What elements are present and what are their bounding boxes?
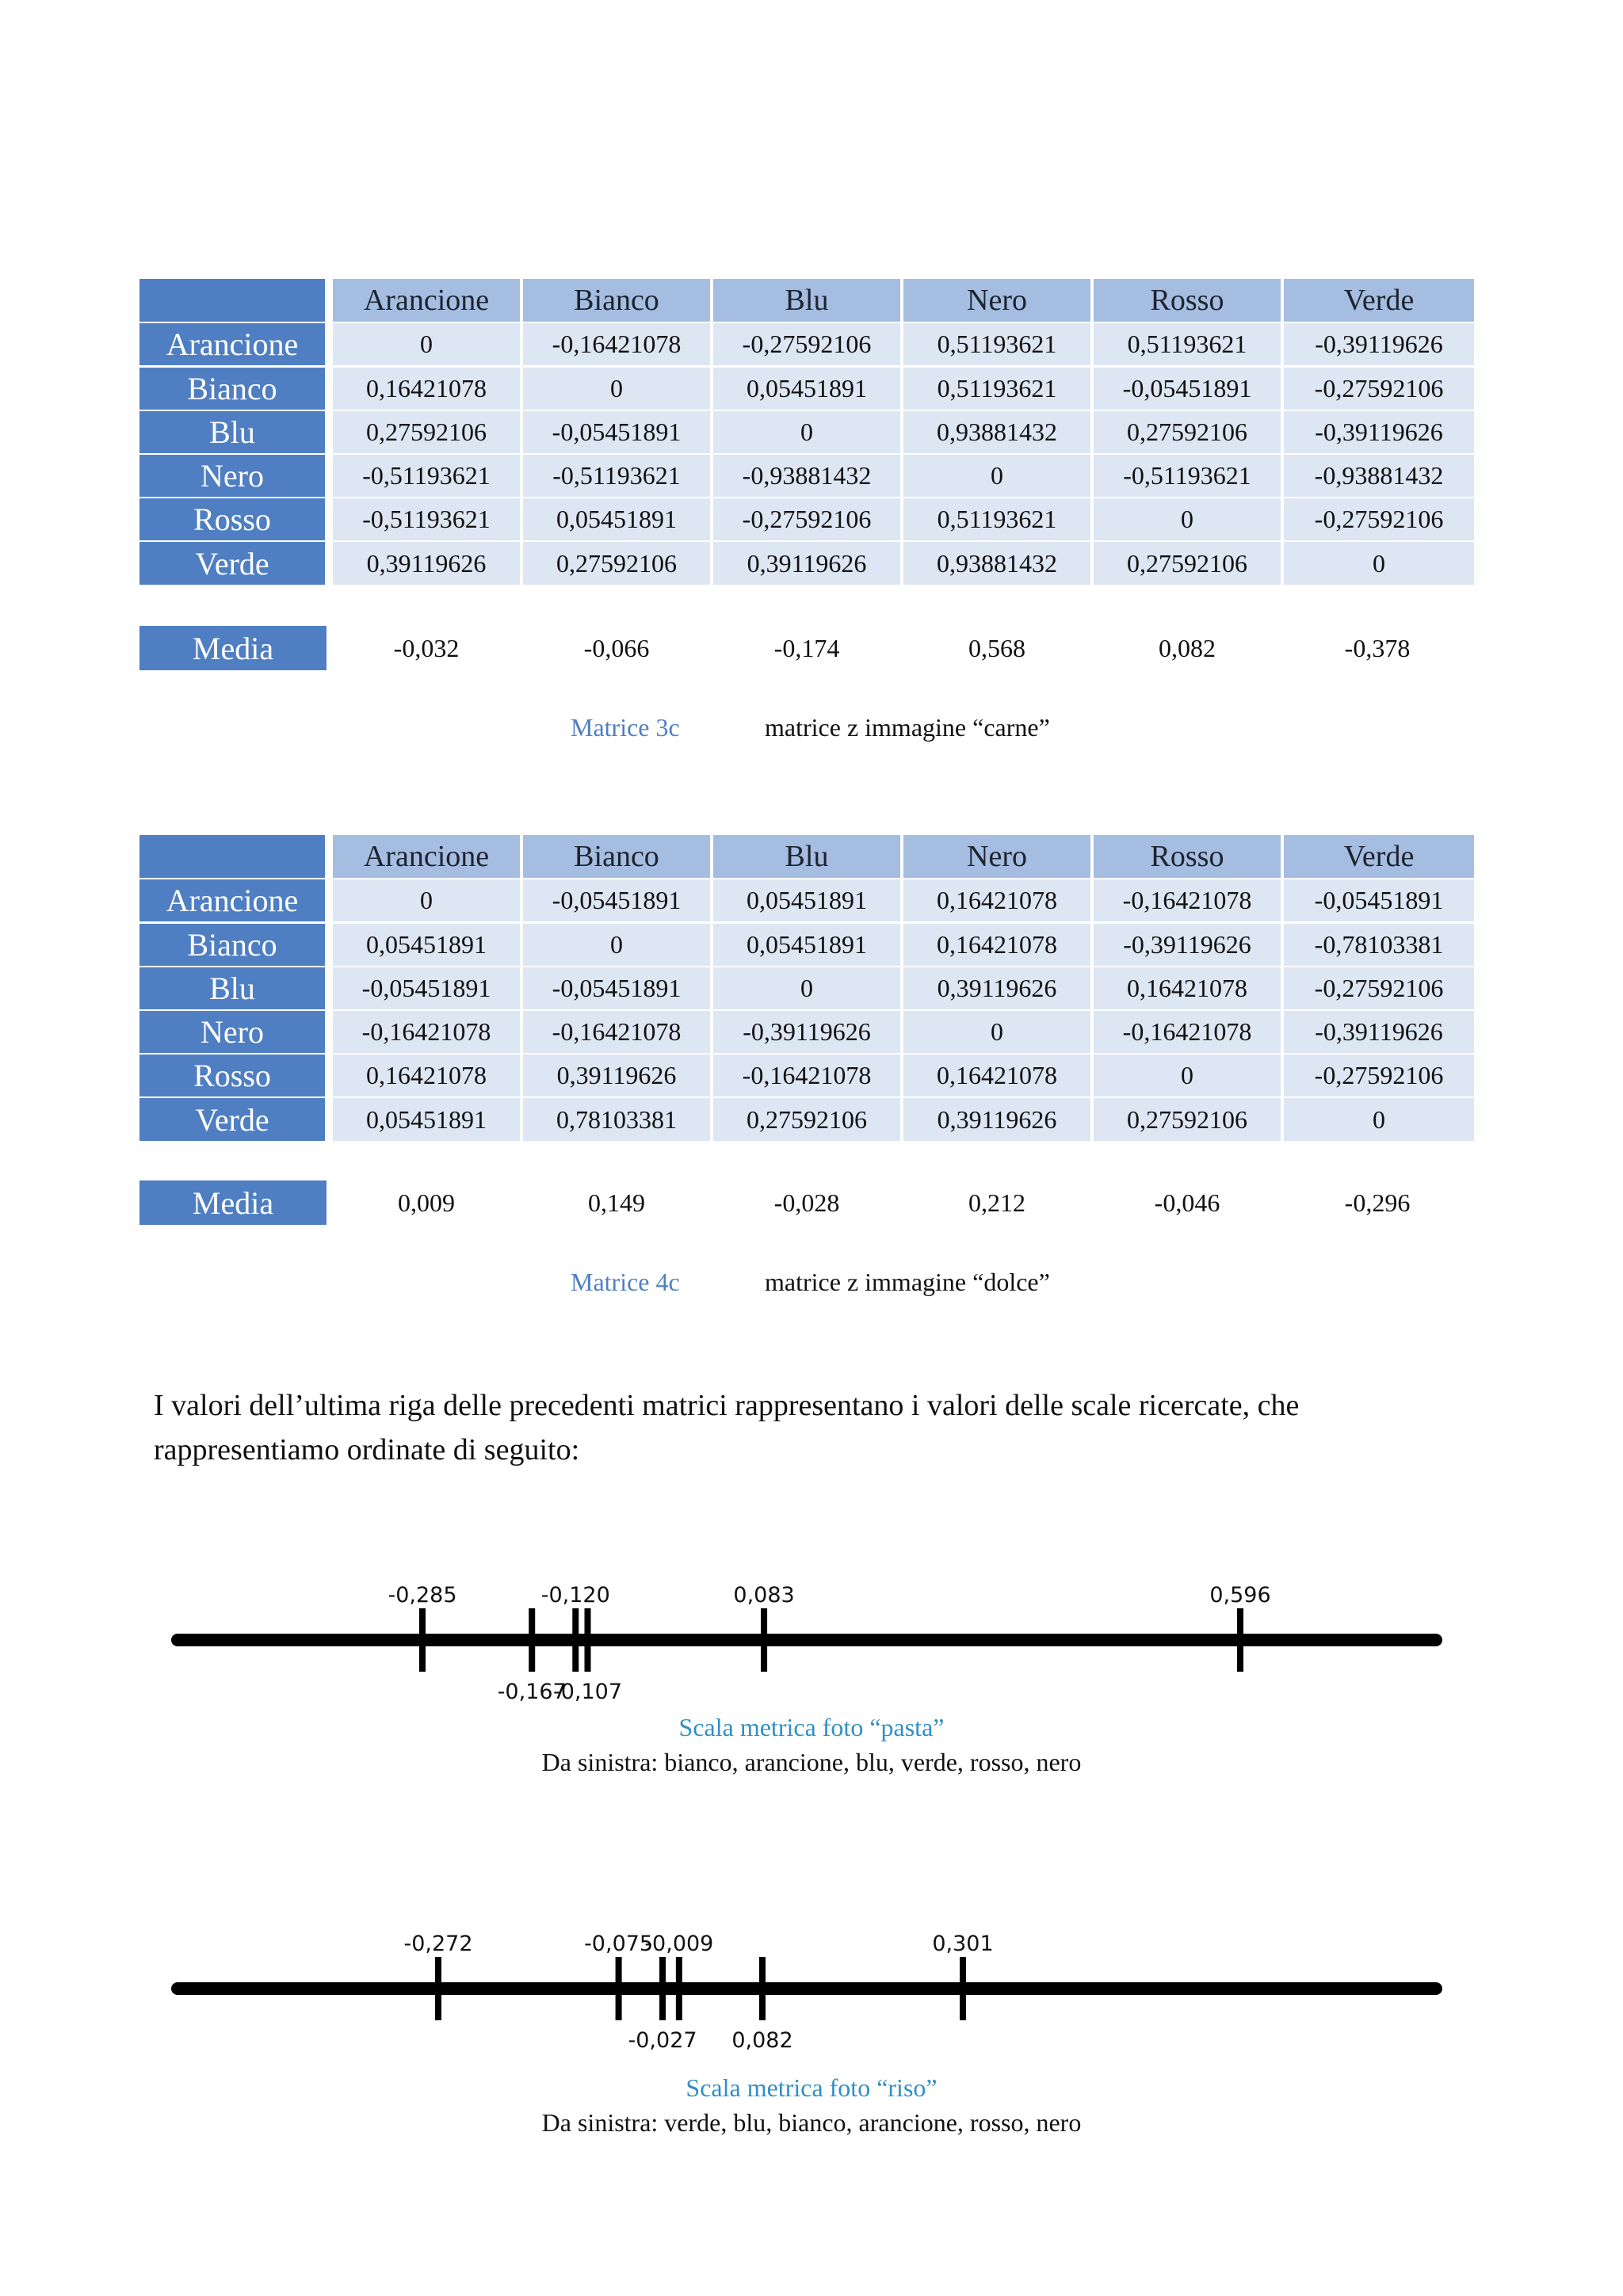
row-header: Nero [139,1011,325,1053]
media-value: 0,082 [1159,633,1216,662]
table-cell: -0,51193621 [333,455,520,497]
table-cell: 0,05451891 [523,498,710,540]
table-cell: -0,39119626 [1284,323,1474,365]
table-cell: 0,16421078 [1094,967,1281,1009]
body-paragraph: I valori dell’ultima riga delle precedenti matrici rappresentano i valori delle scale ricercate, che rappresentiamo ordinate di seguito: [154,1389,1300,1466]
media-label: Media [139,626,327,670]
table-cell: -0,27592106 [1284,1055,1474,1097]
table-cell: -0,05451891 [523,879,710,921]
table-cell: 0,51193621 [903,498,1090,540]
table-cell: -0,51193621 [523,455,710,497]
table-cell: -0,78103381 [1284,924,1474,966]
scale-tick-label: -0,009 [644,1932,714,1956]
table-cell: -0,16421078 [523,323,710,365]
scale-tick-label: -0,107 [552,1680,623,1704]
table-cell: -0,39119626 [1284,411,1474,453]
table-cell: 0,16421078 [333,368,520,410]
column-header: Verde [1284,835,1474,878]
table-cell: -0,16421078 [1094,1011,1281,1053]
metric-scale [0,1569,1623,1711]
row-header: Arancione [139,323,325,365]
table-cell: -0,51193621 [1094,455,1281,497]
scale-tick-label: -0,167 [497,1680,567,1704]
scale-subtitle: Da sinistra: bianco, arancione, blu, verde, rosso, nero [541,1748,1082,1776]
metric-scale [0,1917,1623,2060]
table-cell: 0,51193621 [903,368,1090,410]
table-cell: 0,05451891 [333,924,520,966]
column-header: Nero [903,835,1090,878]
table-cell: -0,16421078 [523,1011,710,1053]
table-cell: -0,05451891 [333,967,520,1009]
column-header: Rosso [1094,279,1281,322]
media-value: 0,212 [968,1188,1025,1217]
table-cell: 0,51193621 [1094,323,1281,365]
table-cell: 0 [1094,498,1281,540]
table-cell: 0,39119626 [903,967,1090,1009]
column-header: Arancione [333,279,520,322]
table-cell: 0,27592106 [1094,1098,1281,1141]
row-header: Verde [139,1098,325,1141]
scale-tick-label: -0,027 [628,2028,697,2053]
table-cell: -0,27592106 [1284,498,1474,540]
scale-tick-label: -0,272 [403,1932,473,1956]
scale-tick-label: -0,120 [540,1583,610,1608]
media-value: 0,149 [588,1188,645,1217]
table-cell: -0,27592106 [1284,368,1474,410]
table-cell: 0 [523,924,710,966]
table-cell: 0,05451891 [713,368,900,410]
media-value: -0,174 [773,633,840,662]
matrix-table [139,835,1474,1141]
table-cell: -0,16421078 [333,1011,520,1053]
table-cell: 0,39119626 [523,1055,710,1097]
table-cell: 0,93881432 [903,411,1090,453]
table-cell: -0,39119626 [1284,1011,1474,1053]
table-cell: 0 [1284,1098,1474,1141]
media-value: -0,378 [1344,633,1411,662]
media-value: -0,028 [773,1188,840,1217]
table-cell: 0 [903,455,1090,497]
media-label: Media [139,1180,327,1225]
table-cell: 0 [333,879,520,921]
table-cell: 0,16421078 [333,1055,520,1097]
table-cell: 0,27592106 [1094,542,1281,585]
table-cell: -0,39119626 [1094,924,1281,966]
table-cell: -0,93881432 [713,455,900,497]
column-header: Bianco [523,835,710,878]
table-cell: -0,93881432 [1284,455,1474,497]
column-header: Arancione [333,835,520,878]
row-header: Blu [139,967,325,1009]
row-header: Blu [139,411,325,453]
matrix-caption-name: Matrice 4c [571,1268,680,1296]
row-header: Bianco [139,924,325,966]
row-header: Rosso [139,1055,325,1097]
table-cell: 0 [523,368,710,410]
media-value: 0,009 [398,1188,455,1217]
row-header: Bianco [139,368,325,410]
column-header: Blu [713,835,900,878]
row-header: Rosso [139,498,325,540]
table-cell: 0,05451891 [333,1098,520,1141]
table-cell: 0 [713,411,900,453]
table-cell: -0,27592106 [713,323,900,365]
table-cell: 0,27592106 [523,542,710,585]
table-cell: 0,27592106 [1094,411,1281,453]
media-value: -0,046 [1154,1188,1220,1217]
media-value: -0,296 [1344,1188,1411,1217]
column-header: Rosso [1094,835,1281,878]
scale-tick-label: 0,083 [733,1583,795,1608]
table-cell: -0,39119626 [713,1011,900,1053]
matrix-caption-desc: matrice z immagine “carne” [765,713,1050,742]
scale-tick-label: 0,082 [731,2028,793,2053]
table-cell: -0,05451891 [523,967,710,1009]
row-header: Verde [139,542,325,585]
column-header: Verde [1284,279,1474,322]
column-header: Blu [713,279,900,322]
table-cell: 0,05451891 [713,924,900,966]
table-cell: 0,39119626 [713,542,900,585]
table-cell: -0,16421078 [713,1055,900,1097]
scale-tick-label: -0,075 [584,1932,654,1956]
column-header: Bianco [523,279,710,322]
scale-title: Scala metrica foto “riso” [685,2073,938,2102]
table-cell: 0,93881432 [903,542,1090,585]
scale-subtitle: Da sinistra: verde, blu, bianco, arancione, rosso, nero [541,2108,1082,2137]
table-cell: 0,05451891 [713,879,900,921]
column-header: Nero [903,279,1090,322]
scale-tick-label: 0,596 [1209,1583,1271,1608]
table-cell: 0,39119626 [333,542,520,585]
table-cell: 0 [1094,1055,1281,1097]
table-cell: -0,27592106 [1284,967,1474,1009]
media-value: 0,568 [968,633,1025,662]
matrix-caption-desc: matrice z immagine “dolce” [765,1268,1050,1296]
row-header: Arancione [139,879,325,921]
table-cell: 0,16421078 [903,924,1090,966]
scale-tick-label: 0,301 [932,1932,994,1956]
table-cell: -0,27592106 [713,498,900,540]
table-cell: 0,39119626 [903,1098,1090,1141]
row-header: Nero [139,455,325,497]
table-cell: 0,16421078 [903,879,1090,921]
table-cell: 0 [903,1011,1090,1053]
table-corner-cell [139,279,325,322]
table-corner-cell [139,835,325,878]
matrix-table [139,279,1474,585]
scale-title: Scala metrica foto “pasta” [678,1713,945,1741]
table-cell: 0,27592106 [713,1098,900,1141]
table-cell: 0 [333,323,520,365]
media-value: -0,032 [393,633,460,662]
matrix-caption-name: Matrice 3c [571,713,680,742]
table-cell: -0,05451891 [1094,368,1281,410]
table-cell: -0,16421078 [1094,879,1281,921]
table-cell: -0,05451891 [523,411,710,453]
table-cell: 0 [1284,542,1474,585]
table-cell: 0 [713,967,900,1009]
table-cell: 0,27592106 [333,411,520,453]
table-cell: 0,51193621 [903,323,1090,365]
table-cell: -0,05451891 [1284,879,1474,921]
scale-tick-label: -0,285 [388,1583,457,1608]
table-cell: -0,51193621 [333,498,520,540]
table-cell: 0,78103381 [523,1098,710,1141]
table-cell: 0,16421078 [903,1055,1090,1097]
media-value: -0,066 [583,633,650,662]
